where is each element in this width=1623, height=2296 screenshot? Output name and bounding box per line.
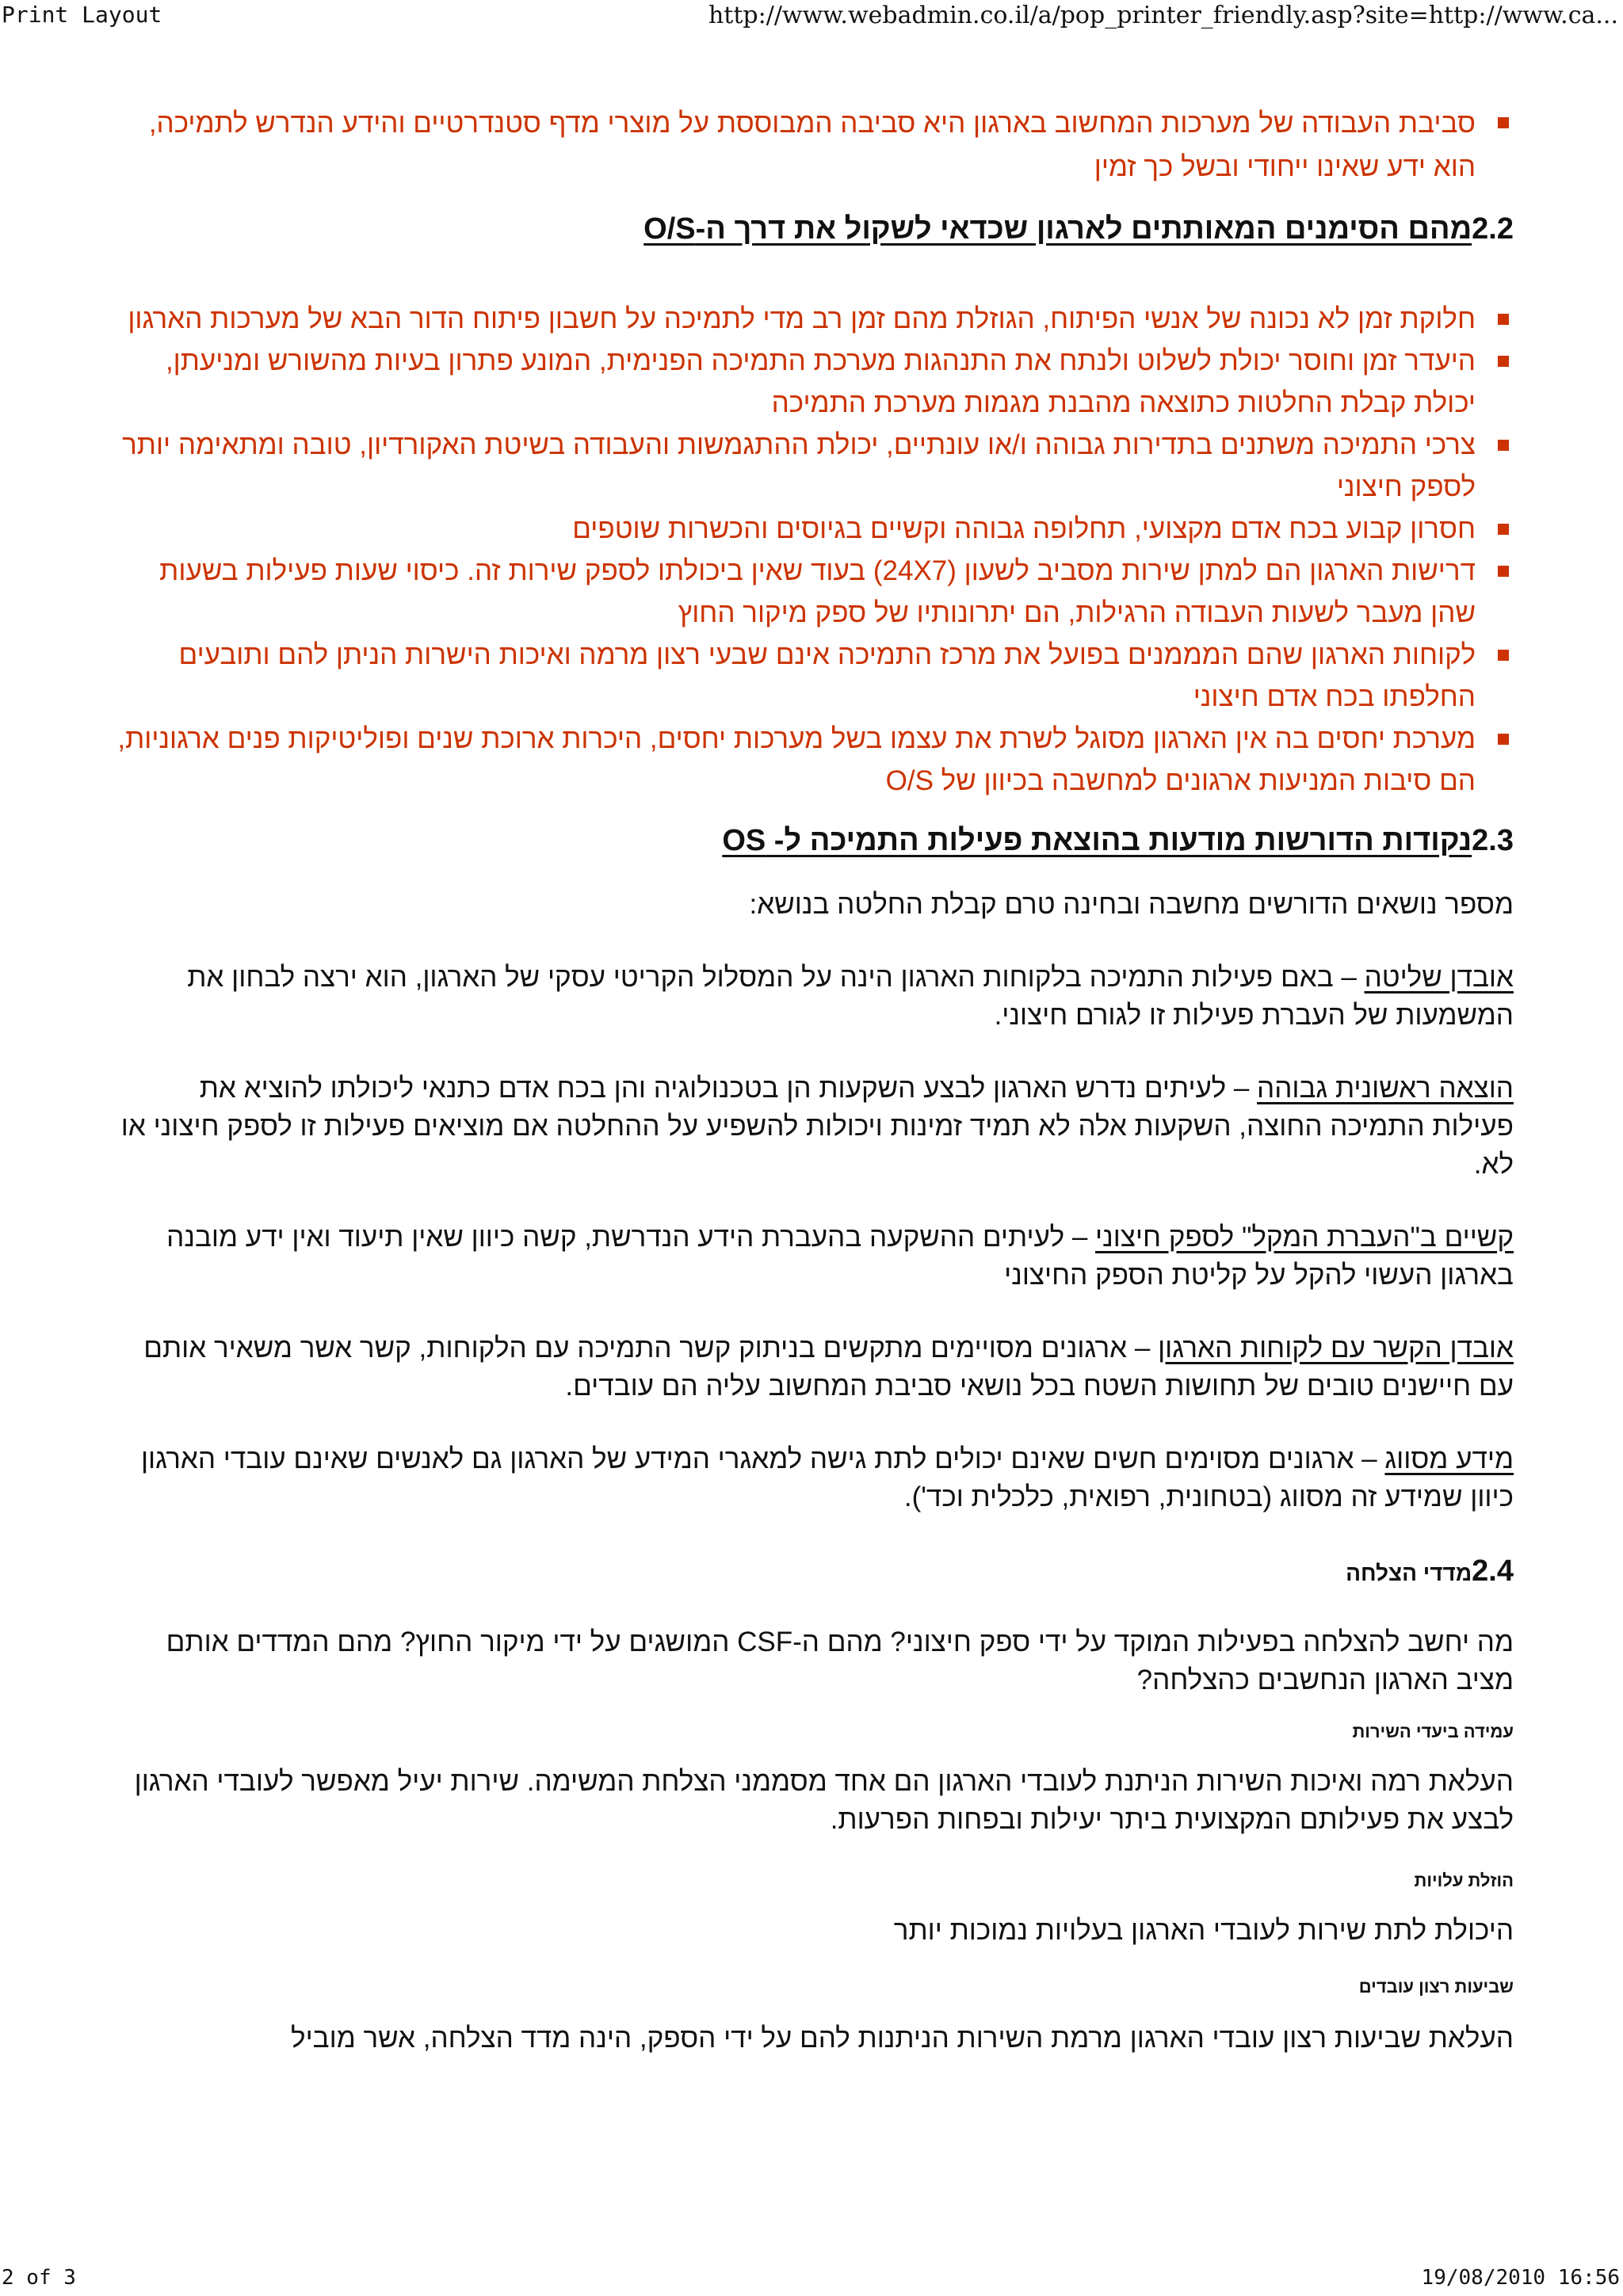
paragraph-classified-info: מידע מסווג – ארגונים מסוימים חשים שאינם יכולים לתת גישה למאגרי המידע של הארגון גם לאנשים שאינם עובדי הארגון כיוון שמידע זה מסווג (בטחונית, רפואית, כלכלית וכד'). xyxy=(140,1444,1514,1512)
square-bullet-icon xyxy=(1498,734,1509,745)
section-2-4-intro: מה יחשב להצלחה בפעילות המוקד על ידי ספק חיצוני? מהם ה-CSF המושגים על ידי מיקור החוץ? מהם המדדים אותם מציב הארגון הנחשבים כהצלחה? xyxy=(166,1627,1514,1695)
section-title: מדדי הצלחה xyxy=(1346,1561,1472,1585)
list-item: דרישות הארגון הם למתן שירות מסביב לשעון (24X7) בעוד שאין ביכולתו לספק שירות זה. כיסוי שעות פעילות בשעות שהן מעבר לשעות העבודה הרגילות, הם יתרונותיו של ספק מיקור החוץ xyxy=(111,550,1514,634)
square-bullet-icon xyxy=(1498,356,1509,367)
section-heading-2-3 xyxy=(111,821,1514,860)
paragraph-employee-satisfaction: העלאת שביעות רצון עובדי הארגון מרמת השירות הניתנות להם על ידי הספק, הינה מדד הצלחה, אשר מוביל xyxy=(291,2023,1514,2054)
print-footer xyxy=(0,2261,1623,2296)
section-2-2-bullet-list xyxy=(111,298,1514,802)
paragraph-high-initial-cost: הוצאה ראשונית גבוהה – לעיתים נדרש הארגון לבצע השקעות הן בטכנולוגיה והן בכח אדם כתנאי ליכולתו להוציא את פעילות התמיכה החוצה, השקעות אלה לא תמיד זמינות ויכולות להשפיע על ההחלטה אם מוציאים פעילות זו לספק חיצוני או לא. xyxy=(120,1073,1514,1180)
top-bullet-list xyxy=(111,101,1514,189)
list-item: מערכת יחסים בה אין הארגון מסוגל לשרת את עצמו בשל מערכות יחסים, היכרות ארוכת שנים ופוליטיקות פנים ארגוניות, הם סיבות המניעות ארגונים למחשבה בכיוון של O/S xyxy=(111,718,1514,802)
section-heading-2-2 xyxy=(111,209,1514,249)
list-item: חסרון קבוע בכח אדם מקצועי, תחלופה גבוהה וקשיים בגיוסים והכשרות שוטפים xyxy=(111,508,1514,550)
section-number: 2.2 xyxy=(1472,212,1514,246)
section-2-3-intro: מספר נושאים הדורשים מחשבה ובחינה טרם קבלת החלטה בנושא: xyxy=(749,889,1514,920)
list-item: לקוחות הארגון שהם המממנים בפועל את מרכז התמיכה אינם שבעי רצון מרמה ואיכות הישרות הניתן להם ותובעים החלפתו בכח אדם חיצוני xyxy=(111,634,1514,718)
source-url: http://www.webadmin.co.il/a/pop_printer_friendly.asp?site=http://www.ca... xyxy=(708,2,1618,29)
document-content xyxy=(111,76,1514,2058)
paragraph-term: אובדן שליטה xyxy=(1364,962,1514,993)
section-heading-2-4 xyxy=(111,1551,1514,1593)
paragraph-handover-difficulties: קשיים ב"העברת המקל" לספק חיצוני – לעיתים ההשקעה בהעברת הידע הנדרשת, קשה כיוון שאין תיעוד ואין ידע מובנה בארגון העשוי להקל על קליטת הספק החיצוני xyxy=(166,1222,1514,1291)
paragraph-customer-contact-loss: אובדן הקשר עם לקוחות הארגון – ארגונים מסויימים מתקשים בניתוק קשר התמיכה עם הלקוחות, קשר אשר משאיר אותם עם חיישנים טובים של תחושות השטח בכל נושאי סביבת המחשוב עליה הם עובדים. xyxy=(143,1333,1514,1402)
section-number: 2.3 xyxy=(1472,824,1514,857)
subheading-employee-satisfaction: שביעות רצון עובדים xyxy=(1358,1977,1514,1997)
subheading-service-goals: עמידה ביעדי השירות xyxy=(1352,1722,1514,1741)
paragraph-cost-reduction: היכולת לתת שירות לעובדי הארגון בעלויות נמוכות יותר xyxy=(893,1915,1514,1946)
paragraph-term: קשיים ב"העברת המקל" לספק חיצוני xyxy=(1095,1222,1514,1253)
list-item: היעדר זמן וחוסר יכולת לשלוט ולנתח את התנהגות מערכת התמיכה הפנימית, המונע פתרון בעיות מהשורש ומניעתן, יכולת קבלת החלטות כתוצאה מהבנת מגמות מערכת התמיכה xyxy=(111,340,1514,424)
subheading-cost-reduction: הוזלת עלויות xyxy=(1414,1871,1514,1890)
paragraph-term: מידע מסווג xyxy=(1384,1444,1514,1474)
paragraph-service-goals: העלאת רמה ואיכות השירות הניתנת לעובדי הארגון הם אחד מסממני הצלחת המשימה. שירות יעיל מאפשר לעובדי הארגון לבצע את פעילותם המקצועית ביתר יעילות ובפחות הפרעות. xyxy=(134,1766,1514,1835)
square-bullet-icon xyxy=(1498,650,1509,661)
list-item: חלוקת זמן לא נכונה של אנשי הפיתוח, הגוזלת מהם זמן רב מדי לתמיכה על חשבון פיתוח הדור הבא של מערכות הארגון xyxy=(111,298,1514,340)
square-bullet-icon xyxy=(1498,314,1509,325)
print-layout-label: Print Layout xyxy=(2,2,162,28)
square-bullet-icon xyxy=(1498,524,1509,535)
paragraph-term: הוצאה ראשונית גבוהה xyxy=(1257,1073,1514,1104)
paragraph-loss-of-control: אובדן שליטה – באם פעילות התמיכה בלקוחות הארגון הינה על המסלול הקריטי עסקי של הארגון, הוא ירצה לבחון את המשמעות של העברת פעילות זו לגורם חיצוני. xyxy=(187,962,1514,1031)
print-datetime: 19/08/2010 16:56 xyxy=(1421,2266,1620,2290)
print-header xyxy=(0,0,1623,32)
paragraph-term: אובדן הקשר עם לקוחות הארגון xyxy=(1158,1333,1514,1363)
square-bullet-icon xyxy=(1498,440,1509,451)
square-bullet-icon xyxy=(1498,117,1509,128)
section-title: נקודות הדורשות מודעות בהוצאת פעילות התמיכה ל- OS xyxy=(722,824,1472,857)
list-item: סביבת העבודה של מערכות המחשוב בארגון היא סביבה המבוססת על מוצרי מדף סטנדרטיים והידע הנדרש לתמיכה, הוא ידע שאינו ייחודי ובשל כך זמין xyxy=(111,101,1514,189)
list-item: צרכי התמיכה משתנים בתדירות גבוהה ו/או עונתיים, יכולת ההתגמשות והעבודה בשיטת האקורדיון, טובה ומתאימה יותר לספק חיצוני xyxy=(111,424,1514,508)
section-title: מהם הסימנים המאותתים לארגון שכדאי לשקול את דרך ה-O/S xyxy=(643,212,1472,246)
page-number: 2 of 3 xyxy=(2,2266,76,2290)
section-number: 2.4 xyxy=(1472,1554,1514,1588)
square-bullet-icon xyxy=(1498,566,1509,577)
